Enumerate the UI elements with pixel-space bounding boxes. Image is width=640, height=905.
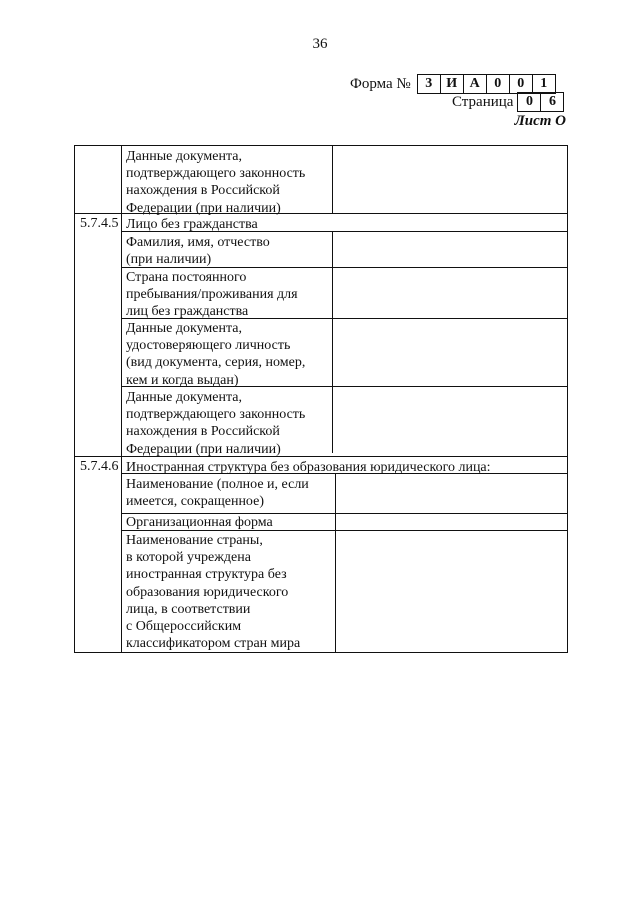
label-cell-legal-stay-doc: Данные документа, подтверждающего законность нахождения в Российской Федерации (при наличии) xyxy=(126,390,306,457)
form-code-cell: И xyxy=(441,74,464,94)
page-field xyxy=(452,92,564,112)
label-cell-legal-stay-doc: Данные документа, подтверждающего законность нахождения в Российской Федерации (при наличии) xyxy=(126,149,306,216)
label-cell-residence-country: Страна постоянного пребывания/проживания для лиц без гражданства xyxy=(126,270,298,320)
label-cell-full-name: Фамилия, имя, отчество (при наличии) xyxy=(126,235,270,268)
section-number: 5.7.4.6 xyxy=(80,459,119,474)
section-title: Иностранная структура без образования юридического лица: xyxy=(126,460,491,475)
form-label: Форма № xyxy=(350,75,411,92)
form-table xyxy=(74,145,568,653)
form-code-cell: 0 xyxy=(487,74,510,94)
form-code-cell: 1 xyxy=(533,74,556,94)
page-label: Страница xyxy=(452,93,514,110)
label-cell-registration-country: Наименование страны, в которой учреждена иностранная структура без образования юридического лица, в соответствии с Общероссийским классификатором стран мира xyxy=(126,533,301,652)
number-column-divider xyxy=(121,145,122,653)
form-number xyxy=(350,74,556,94)
form-code-boxes xyxy=(417,74,556,94)
form-code-cell: 0 xyxy=(510,74,533,94)
value-column-divider xyxy=(335,474,336,653)
form-code-cell: А xyxy=(464,74,487,94)
table-border-right xyxy=(567,145,568,653)
page-cell: 0 xyxy=(518,92,541,112)
form-code-cell: 3 xyxy=(418,74,441,94)
sheet-label: Лист О xyxy=(514,113,566,129)
section-title: Лицо без гражданства xyxy=(126,217,258,232)
value-column-divider xyxy=(332,145,333,213)
page-cell: 6 xyxy=(541,92,564,112)
page-number: 36 xyxy=(312,36,328,52)
table-border-left xyxy=(74,145,75,653)
label-cell-identity-doc: Данные документа, удостоверяющего личность (вид документа, серия, номер, кем и когда выдан) xyxy=(126,321,306,388)
table-border-top xyxy=(74,145,568,146)
section-number: 5.7.4.5 xyxy=(80,216,119,231)
label-cell-structure-name: Наименование (полное и, если имеется, сокращенное) xyxy=(126,477,309,510)
page-boxes xyxy=(517,92,564,112)
value-column-divider xyxy=(332,231,333,453)
label-cell-org-form: Организационная форма xyxy=(126,515,273,530)
